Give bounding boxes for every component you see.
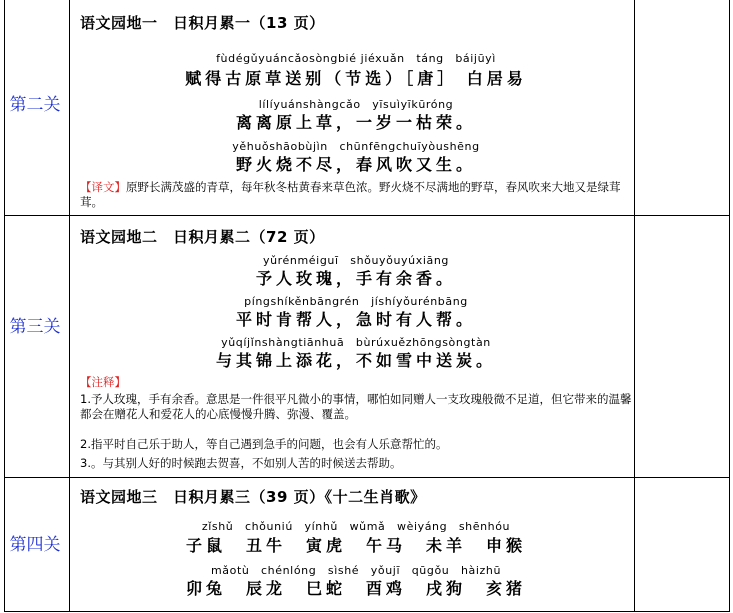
pinyin-line: yǔrénméiguī shǒuyǒuyúxiāng: [262, 254, 449, 267]
stage-label: 第四关: [9, 535, 61, 555]
poem-title-line: 赋得古原草送别（节选）［唐］ 白居易: [185, 69, 527, 88]
note-text: 原野长满茂盛的青草，每年秋冬枯黄春来草色浓。野火烧不尽满地的野草，春风吹来大地又是绿茸茸。: [80, 180, 621, 209]
verse-line: 平时肯帮人，急时有人帮。: [235, 310, 476, 329]
pinyin-line: zǐshǔ chǒuniú yínhǔ wǔmǎ wèiyáng shēnhóu: [201, 520, 511, 533]
verse-line: 予人玫瑰，手有余香。: [255, 269, 456, 288]
table-row: [4, 0, 730, 216]
pinyin-line: yěhuǒshāobùjìn chūnfēngchuīyòushēng: [232, 140, 480, 153]
note-item: 2.指平时自己乐于助人，等自己遇到急手的问题，也会有人乐意帮忙的。: [80, 437, 448, 451]
stage-label: 第二关: [9, 95, 61, 115]
row-content: [76, 216, 636, 478]
pinyin-line: fùdégǔyuáncǎosòngbié jiéxuǎn táng báijūyì: [216, 52, 496, 65]
section-title: 语文园地三 日积月累三（39 页）《十二生肖歌》: [80, 488, 426, 506]
note-item: 1.予人玫瑰，手有余香。意思是一件很平凡微小的事情，哪怕如同赠人一支玫瑰般微不足道，但它带来的温馨都会在赠花人和爱花人的心底慢慢升腾、弥漫、覆盖。: [80, 392, 632, 421]
pinyin-line: mǎotù chénlóng sìshé yǒujī qūgǒu hàizhū: [210, 564, 502, 577]
note-item: 3.。与其别人好的时候跑去贺喜，不如别人苦的时候送去帮助。: [80, 456, 402, 470]
section-title: 语文园地一 日积月累一（13 页）: [80, 14, 325, 32]
lesson-table: [4, 0, 730, 612]
row-content: [76, 478, 636, 612]
verse-line: 野火烧不尽，春风吹又生。: [235, 155, 476, 174]
verse-line: 与其锦上添花，不如雪中送炭。: [215, 351, 496, 370]
table-row: [4, 478, 730, 612]
verse-line: 卯兔 辰龙 巳蛇 酉鸡 戌狗 亥猪: [185, 579, 526, 598]
row-content: [76, 0, 636, 216]
verse-line: 离离原上草，一岁一枯荣。: [235, 113, 476, 132]
pinyin-line: píngshíkěnbāngrén jíshíyǒurénbāng: [244, 295, 468, 308]
note-label: 【译文】: [80, 180, 126, 194]
pinyin-line: lílíyuánshàngcǎo yīsuìyīkūróng: [258, 98, 454, 111]
verse-line: 子鼠 丑牛 寅虎 午马 未羊 申猴: [185, 536, 526, 555]
translation-note: [80, 180, 632, 210]
stage-label: 第三关: [9, 317, 61, 337]
note-label: 【注释】: [80, 375, 126, 389]
table-row: [4, 216, 730, 478]
pinyin-line: yǔqíjǐnshàngtiānhuā bùrúxuězhōngsòngtàn: [221, 336, 491, 349]
section-title: 语文园地二 日积月累二（72 页）: [80, 228, 325, 246]
